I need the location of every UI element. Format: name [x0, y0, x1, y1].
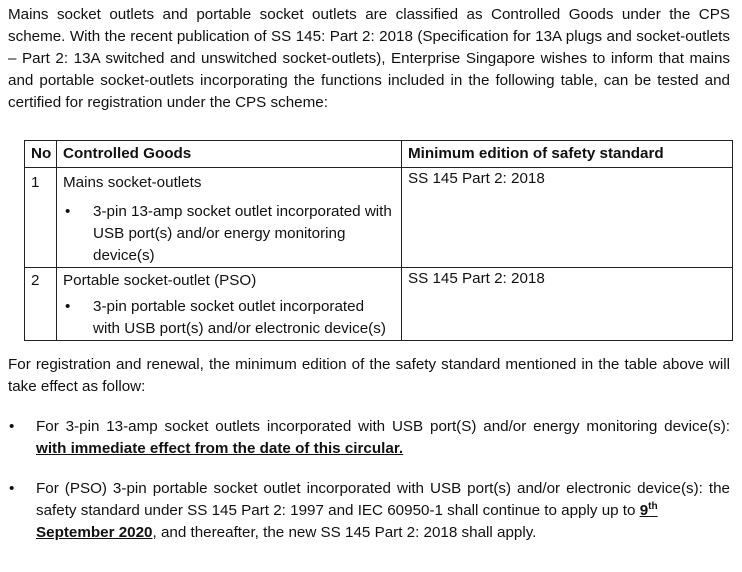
goods-item — [63, 201, 395, 267]
effective-immediately-text: with immediate effect from the date of this circular. — [36, 440, 404, 457]
header-controlled-goods: Controlled Goods — [57, 141, 402, 168]
goods-cell — [57, 268, 402, 341]
row-number: 1 — [31, 174, 40, 191]
goods-group-label: Portable socket-outlet (PSO) — [63, 272, 257, 289]
bullet-icon: • — [65, 298, 71, 315]
bullet-icon: • — [9, 418, 15, 435]
table-row — [25, 168, 733, 268]
row-number-cell — [25, 168, 57, 268]
table-row — [25, 268, 733, 341]
intro-paragraph: Mains socket outlets and portable socket outlets are classified as Controlled Goods under the CPS scheme. With the recent publication of SS 145: Part 2: 2018 (Specification for 13A plugs and socket-outlets – Part 2: 13A switched and unswitched socket-outlets), Enterprise Singapore wishes to inform that mains and portable socket-outlets incorporating the functions included in the following table, can be tested and certified for registration under the CPS scheme: — [8, 6, 730, 111]
header-minimum-standard: Minimum edition of safety standard — [402, 141, 733, 168]
bullet-text-after: , and thereafter, the new SS 145 Part 2: 2018 shall apply. — [152, 524, 537, 541]
effective-date-suffix: th — [648, 501, 658, 512]
row-number-cell — [25, 268, 57, 341]
registration-paragraph: For registration and renewal, the minimum edition of the safety standard mentioned in the table above will take effect as follow: — [8, 356, 730, 395]
effect-bullet-list — [8, 416, 734, 544]
goods-cell — [57, 168, 402, 268]
list-item — [8, 478, 730, 544]
standard-text: SS 145 Part 2: 2018 — [408, 270, 545, 287]
row-number: 2 — [31, 272, 40, 289]
effective-date-month: September 2020 — [36, 524, 153, 541]
header-no: No — [25, 141, 57, 168]
bullet-text: For 3-pin 13-amp socket outlets incorporated with USB port(S) and/or energy monitoring device(s): — [36, 418, 730, 435]
standard-cell — [402, 168, 733, 268]
controlled-goods-table — [24, 140, 733, 341]
goods-item-text: 3-pin portable socket outlet incorporated with USB port(s) and/or electronic device(s) — [93, 298, 386, 337]
standard-text: SS 145 Part 2: 2018 — [408, 170, 545, 187]
table-header-row — [25, 141, 733, 168]
goods-group-label: Mains socket-outlets — [63, 174, 202, 191]
standard-cell — [402, 268, 733, 341]
bullet-icon: • — [65, 203, 71, 220]
effective-date-day: 9 — [639, 502, 649, 519]
bullet-text: For (PSO) 3-pin portable socket outlet incorporated with USB port(s) and/or electronic device(s): the safety standard under SS 145 Part 2: 1997 and IEC 60950-1 shall continue to apply up to — [36, 480, 730, 519]
goods-item — [63, 296, 395, 340]
bullet-icon: • — [9, 480, 15, 497]
goods-item-text: 3-pin 13-amp socket outlet incorporated with USB port(s) and/or energy monitoring device(s) — [93, 203, 392, 264]
list-item — [8, 416, 730, 460]
